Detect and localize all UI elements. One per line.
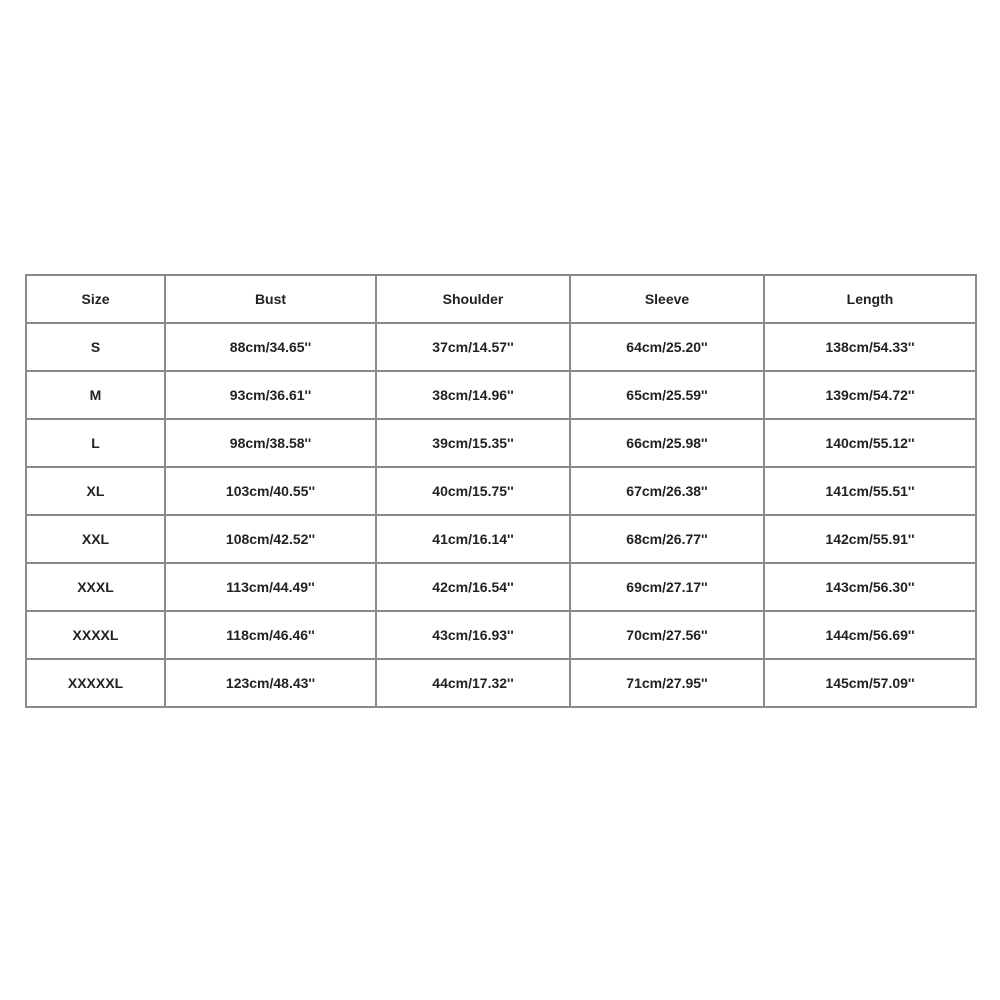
- cell-shoulder: 43cm/16.93'': [376, 611, 570, 659]
- cell-size: XXXL: [26, 563, 165, 611]
- cell-sleeve: 66cm/25.98'': [570, 419, 764, 467]
- table-row: [26, 515, 976, 563]
- cell-length: 144cm/56.69'': [764, 611, 976, 659]
- cell-sleeve: 71cm/27.95'': [570, 659, 764, 707]
- cell-shoulder: 37cm/14.57'': [376, 323, 570, 371]
- table-row: [26, 467, 976, 515]
- cell-length: 140cm/55.12'': [764, 419, 976, 467]
- cell-shoulder: 41cm/16.14'': [376, 515, 570, 563]
- cell-size: XXXXXL: [26, 659, 165, 707]
- cell-sleeve: 70cm/27.56'': [570, 611, 764, 659]
- cell-length: 141cm/55.51'': [764, 467, 976, 515]
- cell-size: L: [26, 419, 165, 467]
- cell-sleeve: 69cm/27.17'': [570, 563, 764, 611]
- cell-sleeve: 67cm/26.38'': [570, 467, 764, 515]
- header-length: Length: [764, 275, 976, 323]
- cell-length: 138cm/54.33'': [764, 323, 976, 371]
- cell-length: 142cm/55.91'': [764, 515, 976, 563]
- cell-shoulder: 40cm/15.75'': [376, 467, 570, 515]
- cell-length: 139cm/54.72'': [764, 371, 976, 419]
- header-shoulder: Shoulder: [376, 275, 570, 323]
- cell-bust: 88cm/34.65'': [165, 323, 376, 371]
- cell-sleeve: 64cm/25.20'': [570, 323, 764, 371]
- table-row: [26, 371, 976, 419]
- cell-shoulder: 44cm/17.32'': [376, 659, 570, 707]
- header-bust: Bust: [165, 275, 376, 323]
- table-row: [26, 323, 976, 371]
- cell-bust: 93cm/36.61'': [165, 371, 376, 419]
- cell-bust: 98cm/38.58'': [165, 419, 376, 467]
- table-row: [26, 659, 976, 707]
- table-row: [26, 563, 976, 611]
- cell-shoulder: 38cm/14.96'': [376, 371, 570, 419]
- size-chart-table: [25, 274, 977, 708]
- cell-bust: 108cm/42.52'': [165, 515, 376, 563]
- cell-bust: 123cm/48.43'': [165, 659, 376, 707]
- header-size: Size: [26, 275, 165, 323]
- cell-sleeve: 65cm/25.59'': [570, 371, 764, 419]
- cell-length: 143cm/56.30'': [764, 563, 976, 611]
- cell-size: S: [26, 323, 165, 371]
- cell-bust: 103cm/40.55'': [165, 467, 376, 515]
- cell-bust: 118cm/46.46'': [165, 611, 376, 659]
- cell-size: XL: [26, 467, 165, 515]
- cell-bust: 113cm/44.49'': [165, 563, 376, 611]
- header-sleeve: Sleeve: [570, 275, 764, 323]
- cell-size: XXL: [26, 515, 165, 563]
- cell-size: XXXXL: [26, 611, 165, 659]
- cell-shoulder: 39cm/15.35'': [376, 419, 570, 467]
- table-row: [26, 419, 976, 467]
- table-row: [26, 611, 976, 659]
- table-header-row: [26, 275, 976, 323]
- cell-size: M: [26, 371, 165, 419]
- cell-shoulder: 42cm/16.54'': [376, 563, 570, 611]
- cell-sleeve: 68cm/26.77'': [570, 515, 764, 563]
- cell-length: 145cm/57.09'': [764, 659, 976, 707]
